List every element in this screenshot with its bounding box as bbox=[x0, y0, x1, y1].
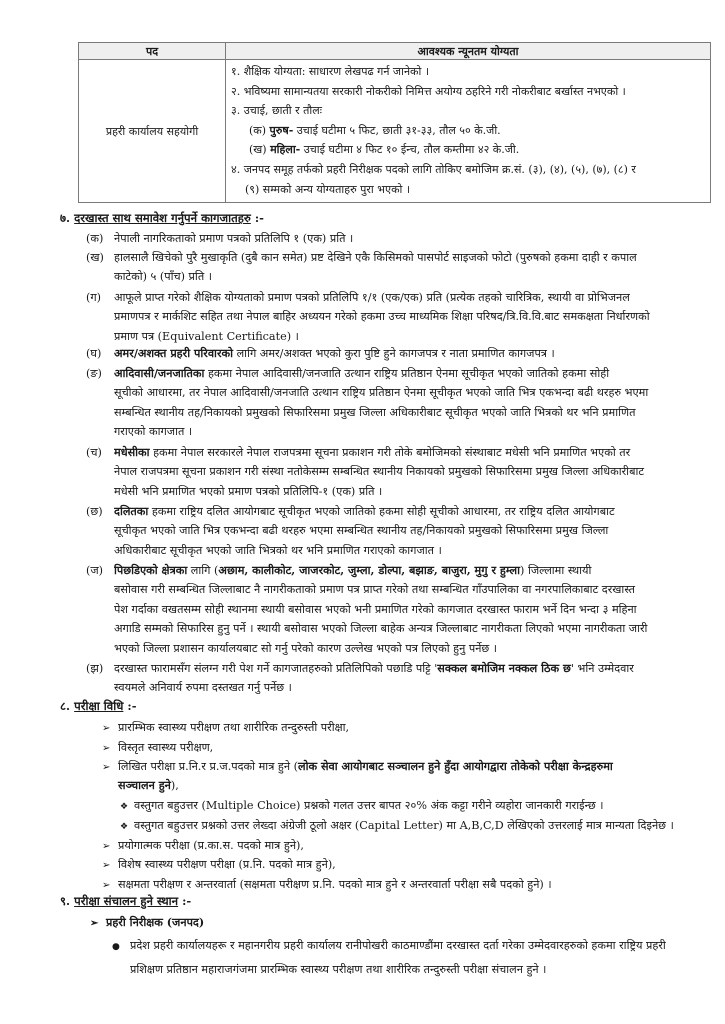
requirement-4-line2: (९) सम्मको अन्य योग्यताहरु पुरा भएको । bbox=[245, 182, 411, 196]
item-label: (ग) bbox=[86, 291, 102, 304]
item-line bbox=[114, 344, 704, 363]
item-label: (ख) bbox=[86, 251, 104, 264]
item-text: लागि अमर/अशक्त भएको कुरा पुष्टि हुने कागजपत्र र नाता प्रमाणित कागजपत्र । bbox=[233, 347, 555, 360]
doc-item-chha bbox=[86, 502, 704, 560]
item-line: मधेसी भनि प्रमाणित भएको प्रमाण पत्रको प्रतिलिपि-१ (एक) प्रति । bbox=[114, 484, 383, 498]
requirements-cell bbox=[226, 60, 711, 203]
requirement-3b-female: महिला- bbox=[270, 143, 301, 157]
bullet-icon: ● bbox=[112, 942, 120, 952]
item-line: अगाडि सम्मको सिफारिस हुनु पर्ने । स्थायी बसोवास भएको जिल्ला बाहेक अन्यत्र जिल्लाबाट नागरीकता लिएको भएमा नागरीकता जारी bbox=[114, 622, 648, 636]
section-8-suffix: :- bbox=[123, 699, 137, 713]
item-bold: आदिवासी/जनजातिका bbox=[114, 366, 205, 380]
written-exam-note bbox=[120, 816, 674, 837]
item-line bbox=[114, 443, 704, 462]
section-9-suffix: :- bbox=[178, 894, 192, 908]
section-8-number: ८. bbox=[60, 699, 71, 713]
item-text: लागि ( bbox=[187, 564, 219, 577]
written-exam-tail: ), bbox=[170, 779, 179, 792]
exam-method-text: विशेष स्वास्थ्य परीक्षण परीक्षा (प्र.नि. पदको मात्र हुने), bbox=[118, 858, 336, 871]
doc-item-jha bbox=[86, 659, 704, 698]
item-line: हालसालै खिचेको पुरै मुखाकृति (दुबै कान समेत) प्रष्ट देखिने एकै किसिमको पासपोर्ट साइजको फोटो (पुरुषको हकमा दाही र कपाल bbox=[114, 251, 637, 264]
item-text: ' भनि उम्मेदवार bbox=[570, 662, 634, 675]
item-text: हकमा राष्ट्रिय दलित आयोगबाट सूचीकृत भएको जातिको हकमा सोही सूचीको आधारमा, तर राष्ट्रिय दलित आयोगबाट bbox=[148, 505, 615, 518]
exam-method-item bbox=[102, 718, 349, 738]
exam-method-item bbox=[102, 855, 336, 875]
item-label: (छ) bbox=[86, 505, 103, 518]
exam-method-text: विस्तृत स्वास्थ्य परीक्षण, bbox=[118, 741, 214, 754]
exam-method-text: सक्षमता परीक्षण र अन्तरवार्ता (सक्षमता परीक्षण प्र.नि. पदको मात्र हुने र अन्तरवार्ता परीक्षा सबै पदको हुने) । bbox=[118, 878, 552, 891]
doc-item-nga bbox=[86, 364, 704, 442]
header-post: पद bbox=[79, 43, 226, 60]
exam-method-text: प्रारम्भिक स्वास्थ्य परीक्षण तथा शारीरिक तन्दुरुस्ती परीक्षा, bbox=[118, 721, 350, 734]
arrow-bullet-icon: ➢ bbox=[102, 860, 111, 871]
doc-item-ka bbox=[86, 229, 704, 248]
exam-method-item bbox=[102, 738, 213, 758]
section-9-heading bbox=[60, 896, 191, 908]
item-label: (घ) bbox=[86, 347, 102, 360]
item-line: सूचीकृत भएको जाति भित्र एकभन्दा बढी थरहरु भएमा सम्बन्धित स्थानीय तह/निकायको प्रमुखको सिफारिसमा प्रमुख जिल्ला bbox=[114, 524, 609, 538]
item-line: सूचीको आधारमा, तर नेपाल आदिवासी/जनजाति उत्थान राष्ट्रिय प्रतिष्ठान ऐनमा सूचीकृत भएको जाति भित्र एकभन्दा बढी थरहरु भएमा bbox=[114, 386, 649, 400]
diamond-bullet-icon: ❖ bbox=[120, 802, 129, 812]
item-line: आफूले प्राप्त गरेको शैक्षिक योग्यताको प्रमाण पत्रको प्रतिलिपि १/१ (एक/एक) प्रति (प्रत्येक तहको चारित्रिक, स्थायी वा प्रोभिजनल bbox=[114, 291, 630, 304]
arrow-bullet-icon: ➢ bbox=[102, 880, 111, 891]
item-line: स्वयमले अनिवार्य रुपमा दस्तखत गर्नु पर्नेछ । bbox=[114, 681, 292, 695]
header-qualification: आवश्यक न्यूनतम योग्यता bbox=[226, 43, 711, 60]
item-line bbox=[114, 561, 704, 580]
item-line: भएको जिल्ला प्रशासन कार्यालयबाट सो गर्नु परेको कारण उल्लेख भएको पत्र लिएको हुनु पर्नेछ । bbox=[114, 641, 498, 655]
requirement-3a-male: पुरुष- bbox=[269, 123, 294, 137]
exam-venue-line: प्रशिक्षण प्रतिष्ठान महाराजगंजमा प्रारम्भिक स्वास्थ्य परीक्षण तथा शारीरिक तन्दुरुस्ती परीक्षा संचालन हुने । bbox=[130, 963, 547, 976]
doc-item-kha bbox=[86, 248, 704, 287]
item-line: अधिकारीबाट सूचीकृत भएको जाति भित्रको थर भनि प्रमाणित गराएको कागजात । bbox=[114, 543, 442, 557]
arrow-bullet-icon: ➢ bbox=[102, 762, 111, 773]
item-line: नेपाल राजपत्रमा सूचना प्रकाशन गरी संस्था नतोकेसम्म सम्बन्धित स्थानीय निकायको प्रमुखको सिफारिसमा प्रमुख जिल्ला अधिकारीबाट bbox=[114, 465, 644, 479]
item-line bbox=[114, 502, 704, 521]
requirement-2: २. भविष्यमा सामान्यतया सरकारी नोकरीको निमित्त अयोग्य ठहरिने गरी नोकरीबाट बर्खास्त नभएको । bbox=[231, 84, 626, 98]
post-name: प्रहरी कार्यालय सहयोगी bbox=[79, 60, 226, 203]
item-label: (झ) bbox=[86, 662, 104, 675]
requirement-3a bbox=[231, 121, 706, 141]
item-text: हकमा नेपाल सरकारले नेपाल राजपत्रमा सूचना प्रकाशन गरी तोके बमोजिमको संस्थाबाट मधेसी भनि प्रमाणित भएको तर bbox=[149, 446, 631, 459]
exam-venue-line2 bbox=[130, 960, 546, 980]
item-line: सम्बन्धित स्थानीय तह/निकायको प्रमुखको सिफारिसमा प्रमुख जिल्ला अधिकारीबाट सूचीकृत भएको जाति भित्रको थर भनि प्रमाणित bbox=[114, 405, 636, 419]
section-9-title: परीक्षा संचालन हुने स्थान bbox=[74, 894, 179, 908]
section-8-title: परीक्षा विधि bbox=[74, 699, 124, 713]
written-exam-note-text: वस्तुगत बहुउत्तर (Multiple Choice) प्रश्नको गलत उत्तर बापत २०% अंक कट्टा गरीने व्यहोरा जानकारी गराईन्छ । bbox=[134, 799, 604, 812]
doc-item-ga bbox=[86, 288, 704, 346]
exam-venue-post bbox=[90, 913, 204, 933]
table-row bbox=[79, 60, 711, 203]
requirement-3: ३. उचाई, छाती र तौलः bbox=[231, 104, 322, 118]
exam-method-item bbox=[102, 875, 552, 895]
doc-item-ja bbox=[86, 561, 704, 658]
written-exam-note bbox=[120, 796, 603, 817]
requirement-3b-text: उचाई घटीमा ४ फिट १० ईन्च, तौल कम्तीमा ४२ के.जी. bbox=[300, 143, 520, 157]
doc-item-gha bbox=[86, 344, 704, 363]
diamond-bullet-icon: ❖ bbox=[120, 822, 129, 832]
item-bold: पिछडिएको क्षेत्रका bbox=[114, 563, 188, 577]
requirement-3a-label: (क) bbox=[249, 123, 267, 137]
item-label: (च) bbox=[86, 446, 102, 459]
item-label: (ज) bbox=[86, 564, 104, 577]
table-header-row bbox=[79, 43, 711, 60]
item-text: ) जिल्लामा स्थायी bbox=[520, 564, 592, 577]
item-line: प्रमाणपत्र र मार्कशिट सहित तथा नेपाल बाहिर अध्ययन गरेको हकमा उच्च माध्यमिक शिक्षा परिषद/त्रि.वि.वि.बाट समकक्षता निर्धारणको bbox=[114, 310, 650, 324]
item-line bbox=[114, 659, 704, 678]
written-exam-line2 bbox=[118, 776, 179, 795]
item-bold-districts: अछाम, कालीकोट, जाजरकोट, जुम्ला, डोल्पा, बझाङ, बाजुरा, मुगु र हुम्ला bbox=[218, 563, 521, 577]
section-9-number: ९. bbox=[60, 894, 71, 908]
item-label: (क) bbox=[86, 232, 104, 245]
exam-venue-post-title: प्रहरी निरीक्षक (जनपद) bbox=[106, 915, 205, 929]
section-7-number: ७. bbox=[60, 211, 71, 225]
item-line: बसोवास गरी सम्बन्धित जिल्लाबाट नै नागरीकताको प्रमाण पत्र प्राप्त गरेको तथा सम्बन्धित गाँउपालिका वा नगरपालिकाबाट दरखास्त bbox=[114, 583, 636, 597]
written-exam-note-text: वस्तुगत बहुउत्तर प्रश्नको उत्तर लेख्दा अंग्रेजी ठूलो अक्षर (Capital Letter) मा A,B,C,D लेखिएको उत्तरलाई मात्र मान्यता दिइनेछ । bbox=[134, 819, 674, 832]
item-text: दरखास्त फारामसँग संलग्न गरी पेश गर्ने कागजातहरुको प्रतिलिपिको पछाडि पट्टि ' bbox=[114, 662, 438, 675]
requirement-3b bbox=[231, 140, 706, 160]
arrow-bullet-icon: ➢ bbox=[102, 841, 111, 852]
item-line: प्रमाण पत्र (Equivalent Certificate) । bbox=[114, 329, 299, 343]
exam-method-text: प्रयोगात्मक परीक्षा (प्र.का.स. पदको मात्र हुने), bbox=[118, 839, 304, 852]
requirement-3b-label: (ख) bbox=[249, 143, 267, 157]
written-exam-bold-line2: सञ्चालन हुने bbox=[118, 778, 171, 792]
written-exam-bold: लोक सेवा आयोगबाट सञ्चालन हुने हुँदा आयोगद्वारा तोकेको परीक्षा केन्द्रहरुमा bbox=[298, 759, 613, 773]
requirement-3a-text: उचाई घटीमा ५ फिट, छाती ३१-३३, तौल ५० के.जी. bbox=[293, 123, 501, 137]
qualification-table bbox=[78, 42, 711, 203]
item-label: (ङ) bbox=[86, 367, 102, 380]
item-line bbox=[114, 364, 704, 383]
item-line: काटेको) ५ (पाँच) प्रति । bbox=[114, 270, 212, 284]
doc-item-cha bbox=[86, 443, 704, 501]
item-bold: दलितका bbox=[114, 504, 149, 518]
arrow-bullet-icon: ➢ bbox=[102, 743, 111, 754]
section-7-heading bbox=[60, 213, 264, 225]
item-line: नेपाली नागरिकताको प्रमाण पत्रको प्रतिलिपि १ (एक) प्रति । bbox=[114, 232, 354, 245]
exam-method-written bbox=[102, 757, 613, 777]
item-bold: सक्कल बमोजिम नक्कल ठिक छ bbox=[437, 661, 571, 675]
requirement-1: १. शैक्षिक योग्यता: साधारण लेखपढ गर्न जानेको । bbox=[231, 65, 430, 78]
exam-method-item bbox=[102, 836, 304, 856]
arrow-bullet-icon: ➢ bbox=[90, 918, 99, 929]
arrow-bullet-icon: ➢ bbox=[102, 723, 111, 734]
item-bold: अमर/अशक्त प्रहरी परिवारको bbox=[114, 346, 234, 360]
section-8-heading bbox=[60, 701, 137, 713]
item-bold: मधेसीका bbox=[114, 445, 150, 459]
section-7-suffix: :- bbox=[250, 211, 264, 225]
exam-venue-item bbox=[112, 936, 666, 957]
requirement-4-line1: ४. जनपद समूह तर्फको प्रहरी निरीक्षक पदको लागि तोकिए बमोजिम क्र.सं. (३), (४), (५), (७), (८) र bbox=[231, 162, 636, 176]
item-line: पेश गर्दाका वखतसम्म सोही स्थानमा स्थायी बसोवास भएको भनी प्रमाणित गरेको कागजात दरखास्त फाराम भर्ने दिन भन्दा ३ महिना bbox=[114, 602, 637, 616]
item-line: गराएको कागजात । bbox=[114, 425, 193, 439]
item-text: हकमा नेपाल आदिवासी/जनजाति उत्थान राष्ट्रिय प्रतिष्ठान ऐनमा सूचीकृत भएको जातिको हकमा सोही bbox=[204, 367, 610, 380]
exam-venue-line: प्रदेश प्रहरी कार्यालयहरू र महानगरीय प्रहरी कार्यालय रानीपोखरी काठमाण्डौंमा दरखास्त दर्ता गरेका उम्मेदवारहरुको हकमा राष्ट्रिय प्रहरी bbox=[130, 939, 666, 952]
section-7-title: दरखास्त साथ समावेश गर्नुपर्ने कागजातहरु bbox=[74, 211, 251, 225]
written-exam-text: लिखित परीक्षा प्र.नि.र प्र.ज.पदको मात्र हुने ( bbox=[118, 760, 298, 773]
